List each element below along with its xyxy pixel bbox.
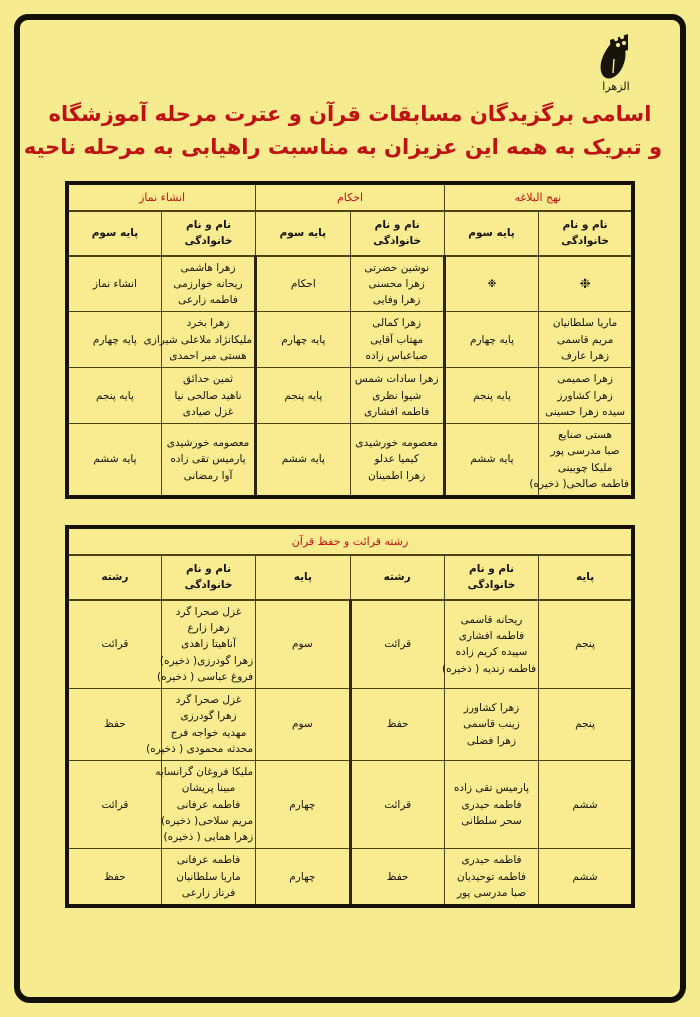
participant-name: ملیکا فروغان گرانسایه [155,766,254,779]
cell-names-ahkam [350,368,444,424]
cell-names-nahj [539,368,633,424]
emblem-caption: الزهرا [602,80,630,93]
participant-name: ❉ [579,276,591,292]
table-1-section-row [67,183,633,211]
school-emblem [578,26,652,94]
participant-name: زهرا صمیمی [557,373,613,386]
cell-names-left [444,761,538,849]
participant-name: پارمیس تقی زاده [170,453,246,466]
cell-paye-ahkam: پایه چهارم [256,312,350,368]
table-row [67,312,633,368]
competitions-table-2 [65,525,635,908]
participant-name: ماریا سلطانیان [176,870,241,883]
cell-reshte-right: حفظ [67,689,161,761]
participant-name: غزل صیادی [182,405,234,418]
table-row [67,761,633,849]
cell-paye-left: پنجم [539,689,633,761]
participant-name: فاطمه عرفانی [176,854,241,867]
participant-name: زهرا زارع [187,621,230,634]
participant-name: سپیده کریم زاده [455,646,528,659]
cell-reshte-right: قرائت [67,761,161,849]
participant-name: فاطمه افشاری [458,630,525,643]
participant-name: فاطمه توحیدیان [457,870,526,883]
cell-names-right [161,849,255,906]
participant-name: زهرا بخرد [186,317,230,330]
cell-names-right [157,600,255,689]
cell-paye-right: سوم [256,689,350,761]
participant-name: ریحانه قاسمی [460,613,523,626]
participant-name: سیده زهرا حسینی [545,405,626,418]
participant-name: زهرا گودرزی [180,710,237,723]
table-row [67,600,633,689]
participant-name: آناهیتا زاهدی [181,638,236,651]
table-2-section-row [67,527,633,555]
participant-name: فاطمه زندیه ( ذخیره) [442,662,537,675]
col-head-name-right: نام و نام خانوادگی [161,555,255,600]
participant-name: غزل صحرا گرد [175,694,242,707]
participant-name: صبا مدرسی پور [456,886,527,899]
col-head-paye-namaz: پایه سوم [67,211,161,256]
cell-paye-nahj: پایه پنجم [444,368,538,424]
participant-name: شیوا نظری [372,389,422,402]
participant-name: معصومه خورشیدی [166,437,250,450]
cell-reshte-left: حفظ [350,689,444,761]
participant-name: مبینا پریشان [181,782,236,795]
participant-name: مهدیه خواجه فرج [170,726,247,739]
table-row [67,368,633,424]
participant-name: زهرا هاشمی [180,261,236,274]
section-header-namaz: انشاء نماز [67,183,256,211]
cell-paye-namaz: پایه چهارم [67,312,161,368]
page-title [23,98,662,163]
col-head-reshte-left: رشته [350,555,444,600]
table-1-head [67,183,633,256]
competitions-table-1 [65,181,635,499]
participant-name: صبا مدرسی پور [550,445,620,458]
participant-name: زهرا اطمینان [368,469,426,482]
table-1-column-row [67,211,633,256]
cell-paye-right: چهارم [256,761,350,849]
participant-name: هستی صنایع [558,429,613,442]
participant-name: معصومه خورشیدی [355,437,438,450]
cell-names-ahkam [350,424,444,498]
col-head-paye-left: پایه [539,555,633,600]
participant-name: پارمیس تقی زاده [453,782,530,795]
cell-names-namaz [161,368,255,424]
table-2-body [67,600,633,907]
participant-name: زهرا عارف [561,350,610,362]
participant-name: زهرا همایی ( ذخیره) [163,831,254,844]
participant-name: فروغ عباسی ( ذخیره) [157,670,254,683]
participant-name: آوا رمضانی [183,469,233,482]
cell-reshte-right: قرائت [67,600,161,689]
cell-paye-ahkam: احکام [256,256,350,312]
emblem-graphic [578,26,652,94]
participant-name: مهتاب آقایی [370,333,424,346]
table-row [67,849,633,906]
title-line-2: و تبریک به همه این عزیزان به مناسبت راهیابی به مرحله ناحیه [23,134,662,159]
cell-paye-ahkam: پایه ششم [256,424,350,498]
participant-name: فاطمه حیدری [461,798,522,811]
cell-names-nahj [529,424,633,498]
cell-paye-left: ششم [539,849,633,906]
cell-paye-right: چهارم [256,849,350,906]
participant-name: ناهید صالحی نیا [174,389,242,402]
participant-name: زهرا وفایی [372,294,421,307]
poster-content [14,14,686,1003]
participant-name: ماریا سلطانیان [552,317,618,330]
cell-names-ahkam [350,256,444,312]
cell-names-ahkam [350,312,444,368]
cell-paye-left: پنجم [539,600,633,689]
participant-name: زینب قاسمی [463,718,520,731]
participant-name: هستی میر احمدی [169,350,247,362]
title-line-1: اسامی برگزیدگان مسابقات قرآن و عترت مرحله آموزشگاه [48,102,652,126]
participant-name: محدثه محمودی ( ذخیره) [146,742,254,755]
col-head-reshte-right: رشته [67,555,161,600]
participant-name: غزل صحرا گرد [175,605,242,618]
table-row [67,424,633,498]
participant-name: ملیکا چوبینی [557,461,613,474]
participant-name: نوشین حضرتی [364,261,430,274]
table-1-block [38,181,662,499]
cell-names-namaz [143,312,255,368]
cell-names-namaz [161,424,255,498]
participant-name: زهرا کشاورز [557,389,613,402]
col-head-paye-ahkam: پایه سوم [256,211,350,256]
table-2-block [38,525,662,908]
cell-reshte-left: حفظ [350,849,444,906]
participant-name: فاطمه افشاری [363,405,430,418]
participant-name: ریحانه خوارزمی [173,277,243,290]
table-row [67,256,633,312]
col-head-name-nahj: نام و نام خانوادگی [539,211,633,256]
cell-reshte-left: قرائت [350,600,444,689]
section-header-ahkam: احکام [256,183,445,211]
cell-names-nahj [539,256,633,312]
table-2-head [67,527,633,600]
participant-name: زهرا سادات شمس [354,373,439,386]
cell-paye-namaz: انشاء نماز [67,256,161,312]
participant-name: زهرا فضلی [467,734,517,747]
col-head-name-left: نام و نام خانوادگی [444,555,538,600]
cell-names-nahj [539,312,633,368]
table-2-column-row [67,555,633,600]
cell-names-left [444,849,538,906]
cell-paye-ahkam: پایه پنجم [256,368,350,424]
cell-paye-namaz: پایه پنجم [67,368,161,424]
participant-name: سحر سلطانی [461,814,522,827]
participant-name: ثمین حدائق [182,373,234,386]
cell-paye-nahj: ❉ [444,256,538,312]
table-1-body [67,256,633,497]
participant-name: فاطمه صالحی( ذخیره) [529,477,629,490]
cell-names-right [155,761,255,849]
cell-reshte-left: قرائت [350,761,444,849]
cell-reshte-right: حفظ [67,849,161,906]
cell-paye-namaz: پایه ششم [67,424,161,498]
col-head-paye-nahj: پایه سوم [444,211,538,256]
col-head-name-namaz: نام و نام خانوادگی [161,211,255,256]
participant-name: فاطمه عرفانی [176,798,241,811]
section-header-nahj: نهج البلاغه [444,183,633,211]
participant-name: مریم سلاحی( ذخیره) [161,814,254,827]
cell-names-namaz [161,256,255,312]
participant-name: مریم قاسمی [556,333,614,346]
cell-paye-nahj: پایه ششم [444,424,538,498]
participant-name: زهرا گودرزی( ذخیره) [159,654,254,667]
section-header-qeraat-hefz: رشته قرائت و حفظ قرآن [67,527,633,555]
participant-name: زهرا کشاورز [463,702,520,715]
col-head-paye-right: پایه [256,555,350,600]
participant-name: فرناز زارعی [181,886,236,899]
cell-names-left [444,600,538,689]
cell-names-left [444,689,538,761]
col-head-name-ahkam: نام و نام خانوادگی [350,211,444,256]
cell-paye-right: سوم [256,600,350,689]
cell-paye-left: ششم [539,761,633,849]
participant-name: ملیکانژاد ملاعلی شیرازی [143,333,253,346]
participant-name: زهرا کمالی [372,317,422,330]
cell-paye-nahj: پایه چهارم [444,312,538,368]
participant-name: فاطمه حیدری [461,854,522,867]
participant-name: زهرا محسنی [368,277,425,290]
table-row [67,689,633,761]
participant-name: کیمیا عدلو [374,453,419,466]
participant-name: فاطمه زارعی [178,294,238,307]
cell-names-right [146,689,255,761]
participant-name: صباعباس زاده [365,350,428,362]
